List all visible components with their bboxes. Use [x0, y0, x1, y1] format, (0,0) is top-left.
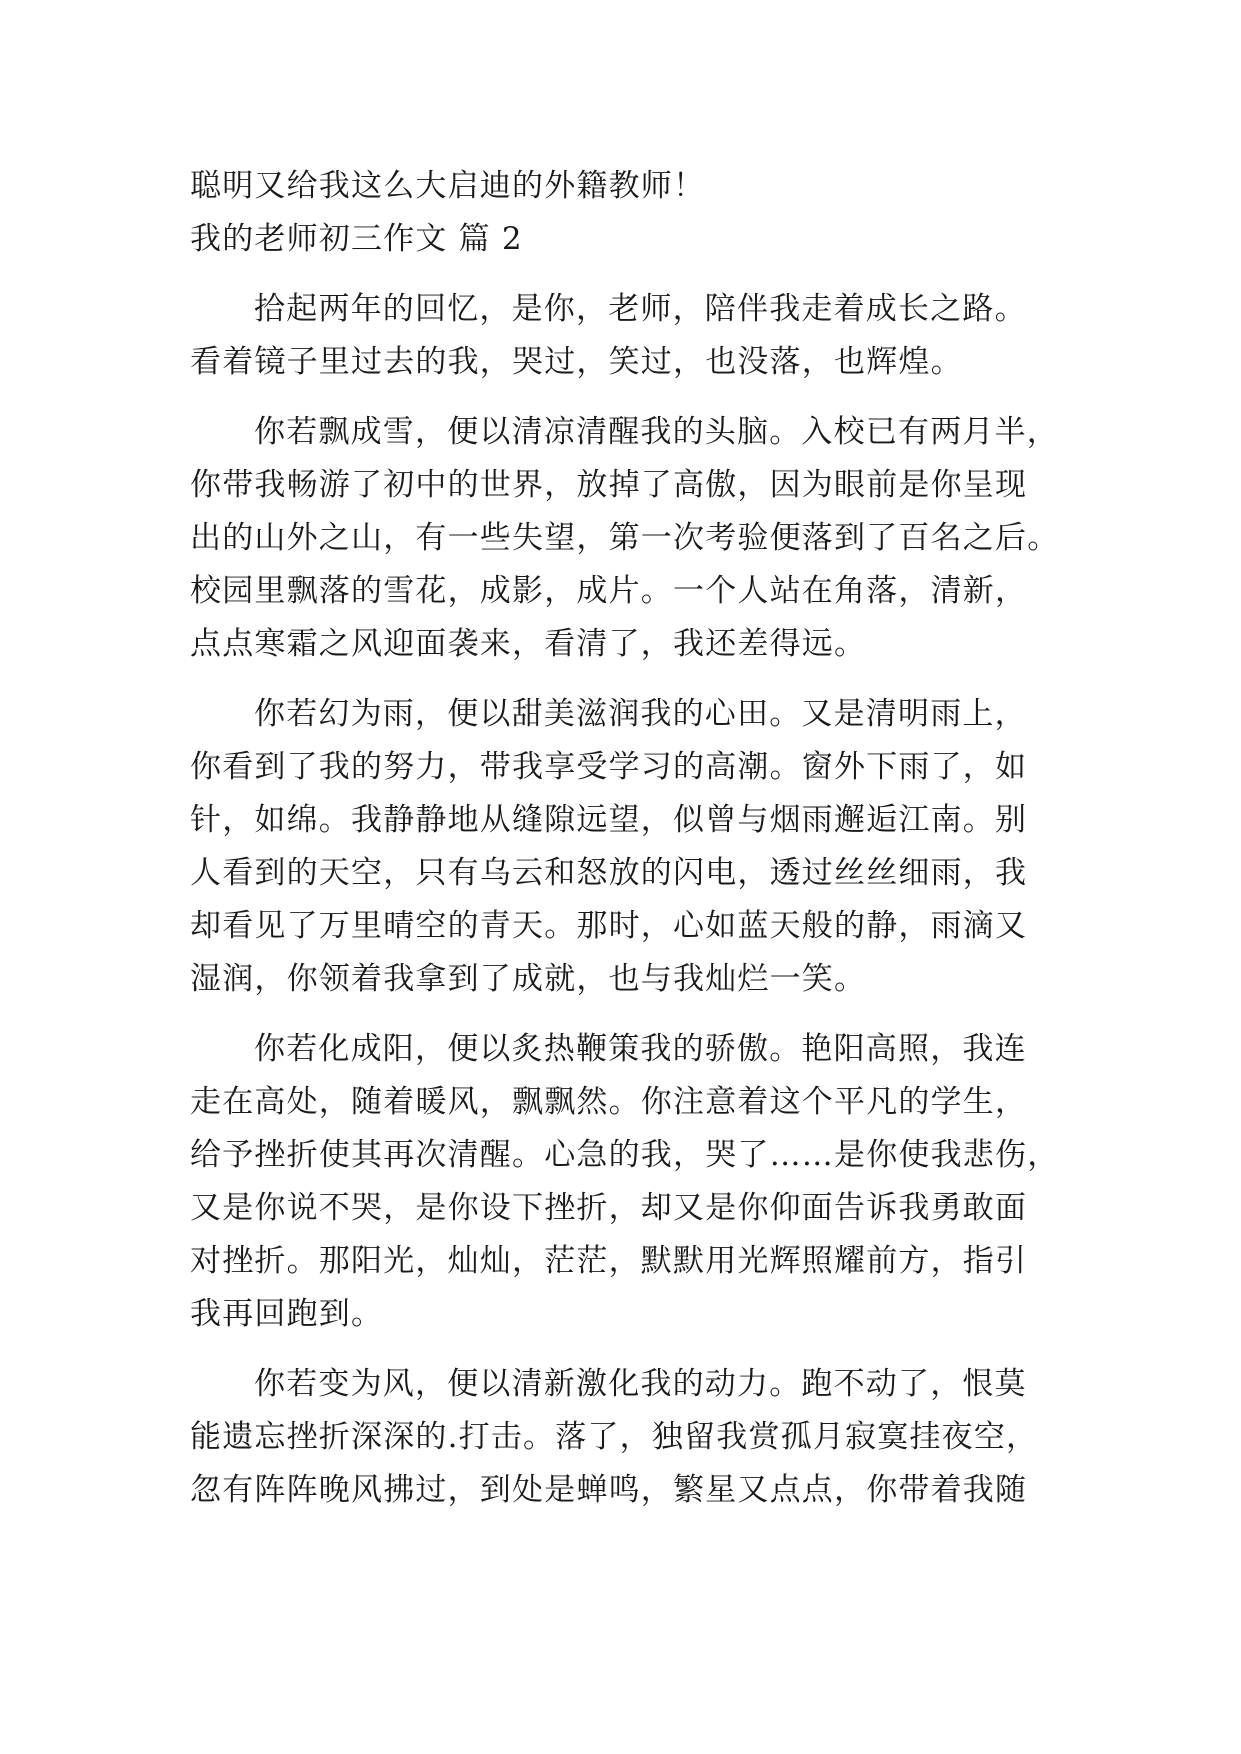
paragraph-line: 又是你说不哭，是你设下挫折，却又是你仰面告诉我勇敢面 — [190, 1190, 1028, 1226]
paragraph-line: 你若变为风，便以清新激化我的动力。跑不动了，恨莫 — [254, 1366, 1027, 1402]
paragraph-line: 走在高处，随着暖风，飘飘然。你注意着这个平凡的学生， — [190, 1084, 1028, 1120]
paragraph-line: 校园里飘落的雪花，成影，成片。一个人站在角落，清新， — [190, 573, 1028, 609]
paragraph-line: 湿润，你领着我拿到了成就，也与我灿烂一笑。 — [190, 961, 867, 997]
paragraph-line: 你带我畅游了初中的世界，放掉了高傲，因为眼前是你呈现 — [190, 467, 1028, 503]
continuation-line: 聪明又给我这么大启迪的外籍教师！ — [190, 168, 706, 204]
paragraph-line: 看着镜子里过去的我，哭过，笑过，也没落，也辉煌。 — [190, 344, 963, 380]
paragraph-line: 忽有阵阵晚风拂过，到处是蝉鸣，繁星又点点，你带着我随 — [190, 1472, 1028, 1508]
paragraph-line: 却看见了万里晴空的青天。那时，心如蓝天般的静，雨滴又 — [190, 908, 1028, 944]
essay-heading: 我的老师初三作文 篇 2 — [190, 221, 523, 257]
paragraph — [190, 283, 1070, 389]
paragraph — [190, 1023, 1070, 1341]
paragraph-line: 你若幻为雨，便以甜美滋润我的心田。又是清明雨上， — [254, 696, 1027, 732]
paragraph — [190, 688, 1070, 1006]
paragraph-line: 你若化成阳，便以炙热鞭策我的骄傲。艳阳高照，我连 — [254, 1031, 1027, 1067]
paragraph-line: 对挫折。那阳光，灿灿，茫茫，默默用光辉照耀前方，指引 — [190, 1243, 1028, 1279]
paragraph — [190, 406, 1070, 671]
paragraph-line: 人看到的天空，只有乌云和怒放的闪电，透过丝丝细雨，我 — [190, 855, 1028, 891]
paragraph-spacer — [190, 1341, 1070, 1358]
paragraph-line: 你看到了我的努力，带我享受学习的高潮。窗外下雨了，如 — [190, 749, 1028, 785]
paragraph-line: 拾起两年的回忆，是你，老师，陪伴我走着成长之路。 — [254, 291, 1027, 327]
paragraph-line: 针，如绵。我静静地从缝隙远望，似曾与烟雨邂逅江南。别 — [190, 802, 1028, 838]
paragraph-line: 你若飘成雪，便以清凉清醒我的头脑。入校已有两月半， — [254, 414, 1059, 450]
paragraph-line: 能遗忘挫折深深的.打击。落了，独留我赏孤月寂寞挂夜空， — [190, 1419, 1039, 1455]
paragraph-line: 点点寒霜之风迎面袭来，看清了，我还差得远。 — [190, 626, 867, 662]
document-page — [190, 160, 1070, 1517]
paragraph-spacer — [190, 1006, 1070, 1023]
paragraph-line: 给予挫折使其再次清醒。心急的我，哭了……是你使我悲伤， — [190, 1137, 1060, 1173]
paragraph-spacer — [190, 671, 1070, 688]
paragraph-line: 我再回跑到。 — [190, 1296, 384, 1332]
paragraph-spacer — [190, 389, 1070, 406]
paragraph — [190, 1358, 1070, 1517]
paragraph-spacer — [190, 266, 1070, 283]
paragraph-line: 出的山外之山，有一些失望，第一次考验便落到了百名之后。 — [190, 520, 1060, 556]
